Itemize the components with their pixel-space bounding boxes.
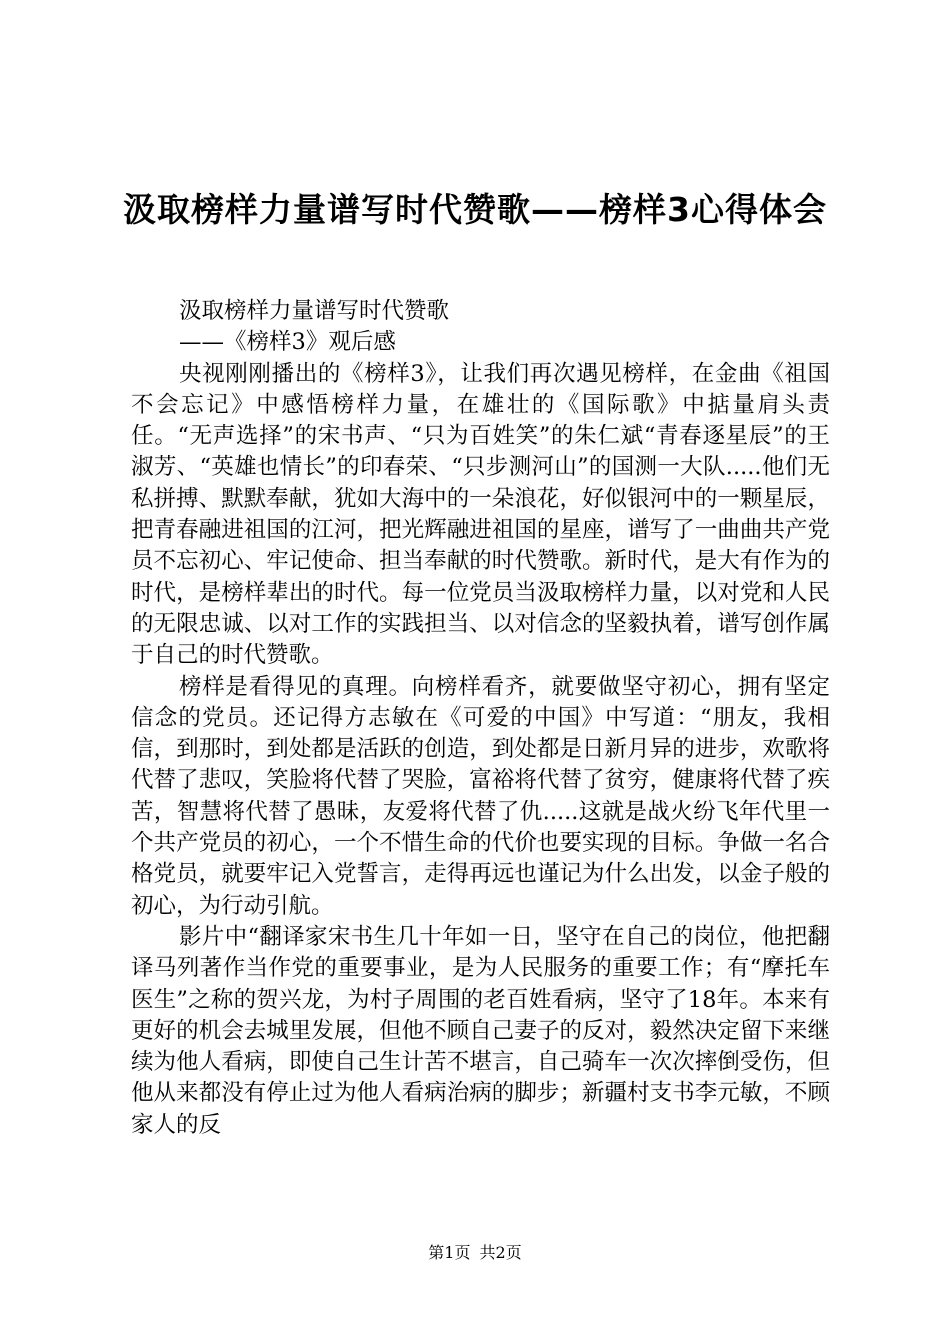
paragraph-1: 央视刚刚播出的《榜样3》，让我们再次遇见榜样，在金曲《祖国不会忘记》中感悟榜样力量，在雄壮的《国际歌》中掂量肩头责任。“无声选择”的宋书声、“只为百姓笑”的朱仁斌“青春逐星辰”的王淑芳、“英雄也情长”的印春荣、“只步测河山”的国测一大队.....他们无私拼搏、默默奉献，犹如大海中的一朵浪花，好似银河中的一颗星辰，把青春融进祖国的江河，把光辉融进祖国的星座，谱写了一曲曲共产党员不忘初心、牢记使命、担当奉献的时代赞歌。新时代，是大有作为的时代，是榜样辈出的时代。每一位党员当汲取榜样力量，以对党和人民的无限忠诚、以对工作的实践担当、以对信念的坚毅执着，谱写创作属于自己的时代赞歌。 bbox=[131, 360, 830, 669]
subtitle-line-1: 汲取榜样力量谱写时代赞歌 bbox=[179, 298, 450, 324]
paragraph-2: 榜样是看得见的真理。向榜样看齐，就要做坚守初心，拥有坚定信念的党员。还记得方志敏在《可爱的中国》中写道：“朋友，我相信，到那时，到处都是活跃的创造，到处都是日新月异的进步，欢歌将代替了悲叹，笑脸将代替了哭脸，富裕将代替了贫穷，健康将代替了疾苦，智慧将代替了愚昧，友爱将代替了仇.....这就是战火纷飞年代里一个共产党员的初心，一个不惜生命的代价也要实现的目标。争做一名合格党员，就要牢记入党誓言，走得再远也谨记为什么出发，以金子般的初心，为行动引航。 bbox=[131, 673, 830, 919]
subtitle-line-2: ——《榜样3》观后感 bbox=[179, 329, 396, 356]
page-footer: 第1页 共2页 bbox=[428, 1243, 522, 1262]
paragraph-3: 影片中“翻译家宋书生几十年如一日，坚守在自己的岗位，他把翻译马列著作当作党的重要事业，是为人民服务的重要工作；有“摩托车医生”之称的贺兴龙，为村子周围的老百姓看病，坚守了18年。本来有更好的机会去城里发展，但他不顾自己妻子的反对，毅然决定留下来继续为他人看病，即使自己生计苦不堪言，自己骑车一次次摔倒受伤，但他从来都没有停止过为他人看病治病的脚步；新疆村支书李元敏，不顾家人的反 bbox=[131, 923, 830, 1138]
document-body bbox=[131, 296, 830, 1141]
document-title: 汲取榜样力量谱写时代赞歌——榜样3心得体会 bbox=[123, 190, 827, 229]
